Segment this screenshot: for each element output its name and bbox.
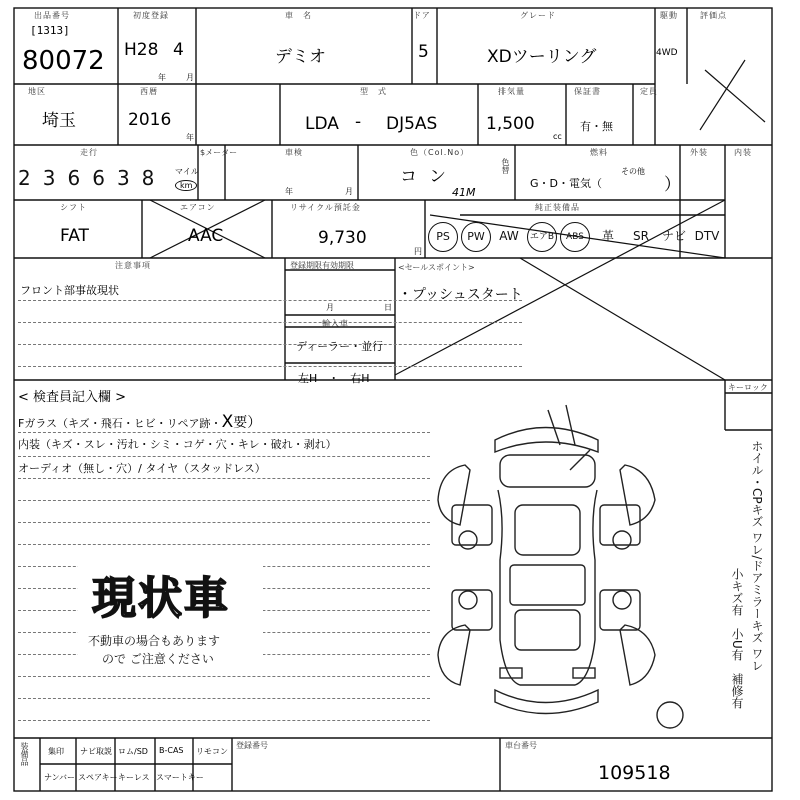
lot-number: 80072 <box>22 46 105 76</box>
label-color: 色（Col.No） <box>410 148 470 157</box>
mileage-digit: 3 <box>116 166 142 190</box>
equipment-label: PS <box>428 222 458 252</box>
bottom-r1-c4: B-CAS <box>159 746 184 755</box>
bottom-r1-c1: 集印 <box>48 747 64 756</box>
equipment-label: PW <box>461 222 491 252</box>
label-grade: グレード <box>520 11 556 20</box>
model-code: DJ5AS <box>386 114 438 134</box>
stamp-title: 現状車 <box>92 573 230 624</box>
label-fuel: 燃料 <box>590 148 608 157</box>
bottom-r2-c1: ナンバー <box>44 773 76 782</box>
label-import: 輸入車 <box>322 319 349 328</box>
label-exterior: 外装 <box>690 148 708 157</box>
label-mileage: 走行 <box>80 148 98 157</box>
label-recycle: リサイクル預託金 <box>290 203 361 212</box>
label-meter: $メーター <box>200 148 238 157</box>
inspection-month-unit: 月 <box>345 187 353 196</box>
equipment-item <box>688 222 726 250</box>
sales-point-line1: ・プッシュスタート <box>398 287 523 303</box>
year-unit: 年 <box>186 133 194 142</box>
label-inspection: 車検 <box>285 148 303 157</box>
label-interior: 内装 <box>734 148 752 157</box>
label-drive: 駆動 <box>660 11 678 20</box>
car-grade: XDツーリング <box>487 47 597 67</box>
color-code: 41M <box>452 186 476 199</box>
inspector-line1 <box>18 412 261 432</box>
equipment-label: ABS <box>560 222 590 252</box>
shift-value: FAT <box>60 226 89 246</box>
recycle-unit: 円 <box>414 247 422 256</box>
fuel-text: G・D・電気（ <box>530 177 602 190</box>
mileage-digit: 6 <box>92 166 117 190</box>
car-drive: 4WD <box>656 48 678 58</box>
bottom-r1-c2: ナビ取説 <box>80 747 112 756</box>
bottom-r2-c2: スペアキー <box>78 773 118 782</box>
label-year: 西暦 <box>140 87 158 96</box>
year-value: 2016 <box>128 110 172 130</box>
first-reg-month: 4 <box>173 40 184 60</box>
side-note-col2: 小キズ有 小U有 補修有 <box>730 568 744 709</box>
inspector-line1-mark: X <box>221 412 234 432</box>
label-score: 評価点 <box>700 11 727 20</box>
import-dealer: ディーラー・並行 <box>296 340 384 353</box>
mileage-mile-label: マイル <box>175 167 199 176</box>
displacement-value: 1,500 <box>486 114 535 134</box>
equipment-label: ナビ <box>661 229 686 243</box>
car-diagram <box>438 405 683 728</box>
lot-bracket: [1313] <box>30 24 70 37</box>
label-key-lock: キーロック <box>728 383 768 392</box>
inspector-line1-prefix: Fガラス（キズ・飛石・ヒビ・リペア跡・ <box>18 417 222 430</box>
label-model-type: 型 式 <box>360 87 387 96</box>
label-lot-no: 出品番号 <box>34 11 70 20</box>
inspector-line1-suffix: 要） <box>233 415 262 431</box>
car-name: デミオ <box>275 47 326 67</box>
equipment-label: SR <box>633 229 649 243</box>
area-value: 埼玉 <box>42 111 76 131</box>
first-reg-era: H28 <box>124 40 159 60</box>
inspector-line2: 内装（キズ・スレ・汚れ・シミ・コゲ・穴・キレ・破れ・剥れ） <box>18 438 337 451</box>
bottom-side-label: 装備品 <box>20 742 29 766</box>
fuel-other: その他 <box>621 167 645 176</box>
aircon-value: AAC <box>188 226 224 246</box>
first-reg-month-unit: 月 <box>186 73 194 82</box>
label-reg-no: 登録番号 <box>236 741 268 750</box>
displacement-unit: cc <box>553 132 562 141</box>
model-prefix: LDA <box>305 114 339 134</box>
inspector-title: < 検査員記入欄 > <box>18 390 127 405</box>
label-frame-no: 車台番号 <box>505 741 537 750</box>
equipment-label: DTV <box>694 229 720 243</box>
notes-line1: フロント部事故現状 <box>20 284 119 297</box>
first-reg-year-unit: 年 <box>158 73 166 82</box>
stamp-line1: 不動車の場合もあります <box>88 634 221 648</box>
mileage-km-label: km <box>175 180 197 191</box>
label-displacement: 排気量 <box>498 87 525 96</box>
label-notes: 注意事項 <box>115 261 151 270</box>
label-reg-expiry: 登録期限有効期限 <box>290 261 354 270</box>
recycle-value: 9,730 <box>318 228 367 248</box>
mileage-digit: 8 <box>141 166 167 190</box>
reg-expiry-day: 日 <box>384 303 392 312</box>
frame-number: 109518 <box>598 762 671 784</box>
mileage-digit: 3 <box>42 166 68 190</box>
model-sep: - <box>355 112 362 132</box>
label-shift: シフト <box>60 203 87 212</box>
side-note-col1: ホイル・CPキズ ワレ/ドアミラーキズ ワレ <box>750 440 764 672</box>
mileage-digit: 6 <box>67 166 93 190</box>
equipment-label: AW <box>499 229 519 243</box>
label-sales-point: <セールスポイント> <box>398 263 475 272</box>
label-door: ドア <box>413 11 431 20</box>
import-handle: 左H ・ 右H <box>298 372 370 385</box>
inspector-line3: オーディオ（無し・穴）/ タイヤ（スタッドレス） <box>18 462 266 475</box>
label-warranty: 保証書 <box>574 87 601 96</box>
label-aircon: エアコン <box>180 203 216 212</box>
mileage-digit: 2 <box>18 166 43 190</box>
equipment-label: エアB <box>527 222 557 252</box>
bottom-r1-c3: ロム/SD <box>118 747 148 756</box>
label-equipment: 純正装備品 <box>535 203 580 212</box>
label-first-reg: 初度登録 <box>133 11 169 20</box>
reg-expiry-month: 月 <box>326 303 334 312</box>
bottom-r2-c4: スマートキー <box>156 773 204 782</box>
color-change-label: 色替 <box>501 158 510 174</box>
inspection-year-unit: 年 <box>285 187 293 196</box>
stamp <box>78 560 263 670</box>
color-name: コン <box>400 167 458 187</box>
mileage-digits <box>18 166 166 190</box>
warranty-value: 有・無 <box>580 120 613 133</box>
label-capacity: 定員 <box>640 87 658 96</box>
label-car-name: 車 名 <box>285 11 312 20</box>
fuel-close: ） <box>664 175 681 195</box>
equipment-label: 革 <box>601 229 614 243</box>
stamp-line2: ので ご注意ください <box>102 652 214 666</box>
car-doors: 5 <box>418 42 429 62</box>
bottom-r1-c5: リモコン <box>196 747 228 756</box>
label-area: 地区 <box>28 87 46 96</box>
bottom-r2-c3: キーレス <box>118 773 150 782</box>
